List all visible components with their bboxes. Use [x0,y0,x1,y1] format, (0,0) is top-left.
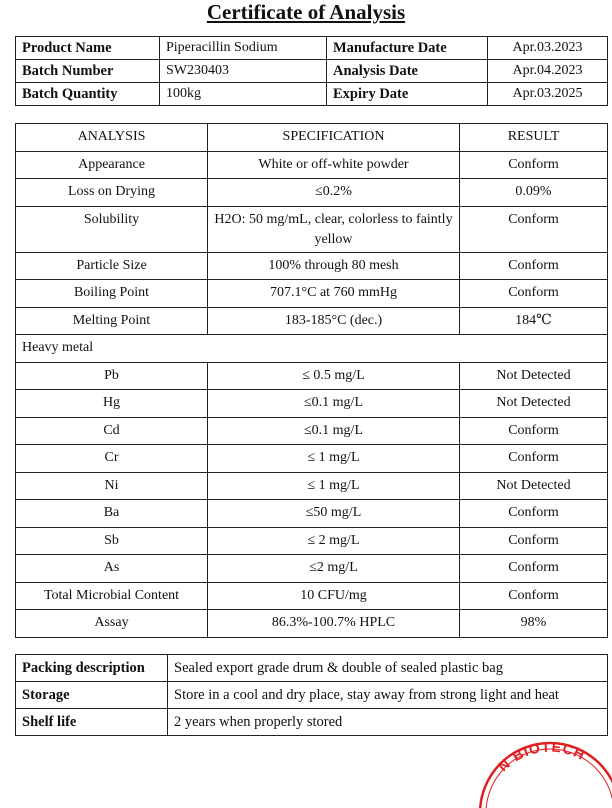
analysis-cell: Total Microbial Content [16,582,208,610]
specification-cell: ≤0.1 mg/L [208,390,460,418]
storage-label: Storage [16,682,168,709]
seal-text: N BIOTECH [494,738,589,775]
analysis-cell: Melting Point [16,307,208,335]
specification-cell: H2O: 50 mg/mL, clear, colorless to faintly yellow [208,206,460,252]
table-row [16,179,608,207]
result-cell: Conform [460,527,608,555]
analysis-cell: Cd [16,417,208,445]
analysis-cell: Sb [16,527,208,555]
packing-table [15,654,608,736]
result-cell: Conform [460,582,608,610]
result-cell: Conform [460,252,608,280]
specification-cell: 10 CFU/mg [208,582,460,610]
result-cell: Conform [460,555,608,583]
analysis-date-value: Apr.04.2023 [488,60,608,83]
result-cell: Conform [460,500,608,528]
manufacture-date-label: Manufacture Date [327,37,488,60]
heavy-metal-heading: Heavy metal [16,335,608,363]
table-row [16,500,608,528]
table-row [16,206,608,252]
batch-number-value: SW230403 [160,60,327,83]
result-cell: Conform [460,206,608,252]
result-cell: Not Detected [460,472,608,500]
table-row [16,362,608,390]
column-header-specification: SPECIFICATION [208,124,460,152]
shelf-life-value: 2 years when properly stored [168,709,608,736]
table-row [16,610,608,638]
specification-cell: 183-185°C (dec.) [208,307,460,335]
result-cell: Conform [460,445,608,473]
analysis-cell: Hg [16,390,208,418]
table-row [16,307,608,335]
shelf-life-label: Shelf life [16,709,168,736]
analysis-table [15,123,608,638]
analysis-cell: Loss on Drying [16,179,208,207]
shelf-life-row [16,709,608,736]
table-row [16,151,608,179]
table-row [16,582,608,610]
specification-cell: ≤0.2% [208,179,460,207]
packing-row [16,655,608,682]
batch-quantity-label: Batch Quantity [16,83,160,106]
storage-value: Store in a cool and dry place, stay away from strong light and heat [168,682,608,709]
specification-cell: ≤0.1 mg/L [208,417,460,445]
expiry-date-label: Expiry Date [327,83,488,106]
product-info-row [16,83,608,106]
table-row [16,280,608,308]
table-row [16,445,608,473]
specification-cell: ≤2 mg/L [208,555,460,583]
result-cell: Not Detected [460,390,608,418]
specification-cell: White or off-white powder [208,151,460,179]
specification-cell: ≤50 mg/L [208,500,460,528]
analysis-cell: Solubility [16,206,208,252]
specification-cell: 707.1°C at 760 mmHg [208,280,460,308]
analysis-cell: Pb [16,362,208,390]
analysis-cell: Appearance [16,151,208,179]
product-info-row [16,60,608,83]
analysis-cell: Cr [16,445,208,473]
column-header-result: RESULT [460,124,608,152]
analysis-cell: Particle Size [16,252,208,280]
table-row [16,527,608,555]
table-row [16,390,608,418]
result-cell: Not Detected [460,362,608,390]
table-row [16,252,608,280]
seal-outer-ring [480,743,612,808]
column-header-analysis: ANALYSIS [16,124,208,152]
result-cell: 184℃ [460,307,608,335]
storage-row [16,682,608,709]
result-cell: Conform [460,417,608,445]
analysis-cell: As [16,555,208,583]
result-cell: 98% [460,610,608,638]
product-name-value: Piperacillin Sodium [160,37,327,60]
analysis-cell: Assay [16,610,208,638]
result-cell: Conform [460,280,608,308]
analysis-cell: Ba [16,500,208,528]
specification-cell: 86.3%-100.7% HPLC [208,610,460,638]
analysis-date-label: Analysis Date [327,60,488,83]
result-cell: Conform [460,151,608,179]
manufacture-date-value: Apr.03.2023 [488,37,608,60]
analysis-cell: Ni [16,472,208,500]
product-info-table [15,36,608,106]
table-row [16,555,608,583]
analysis-header-row [16,124,608,152]
product-info-row [16,37,608,60]
seal-inner-ring [486,749,612,808]
packing-description-label: Packing description [16,655,168,682]
specification-cell: ≤ 0.5 mg/L [208,362,460,390]
packing-description-value: Sealed export grade drum & double of sealed plastic bag [168,655,608,682]
document-title: Certificate of Analysis [206,0,406,24]
heavy-metal-section-row [16,335,608,363]
batch-quantity-value: 100kg [160,83,327,106]
result-cell: 0.09% [460,179,608,207]
batch-number-label: Batch Number [16,60,160,83]
table-row [16,417,608,445]
expiry-date-value: Apr.03.2025 [488,83,608,106]
specification-cell: ≤ 2 mg/L [208,527,460,555]
specification-cell: ≤ 1 mg/L [208,472,460,500]
product-name-label: Product Name [16,37,160,60]
table-row [16,472,608,500]
analysis-cell: Boiling Point [16,280,208,308]
specification-cell: 100% through 80 mesh [208,252,460,280]
specification-cell: ≤ 1 mg/L [208,445,460,473]
